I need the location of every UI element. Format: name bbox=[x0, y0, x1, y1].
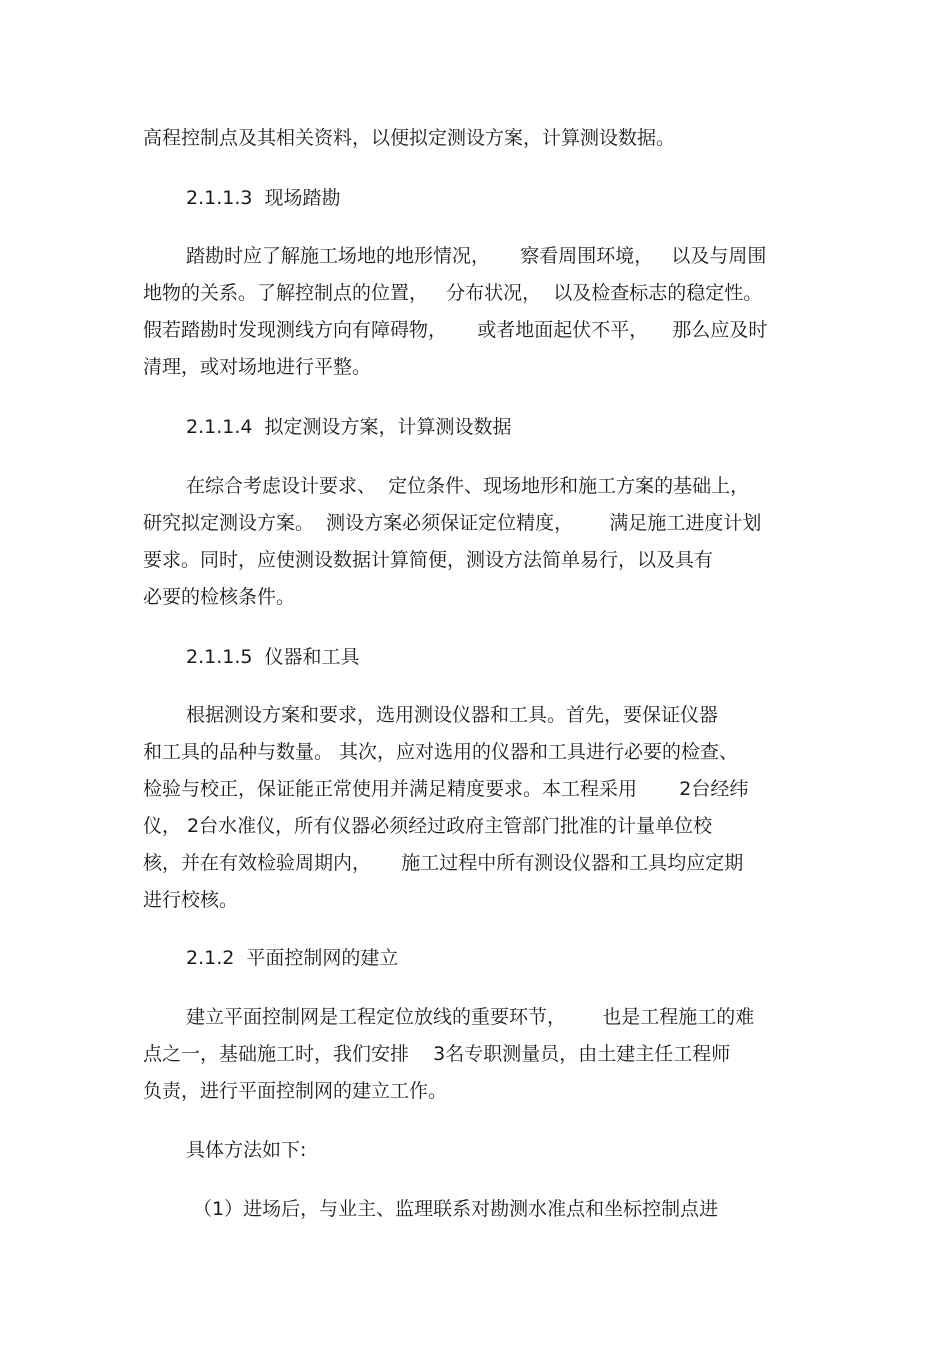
text-line: 在综合考虑设计要求、 定位条件、现场地形和施工方案的基础上， bbox=[186, 475, 750, 497]
text-line: 高程控制点及其相关资料，以便拟定测设方案，计算测设数据。 bbox=[143, 127, 676, 149]
heading-text: 2.1.1.4 拟定测设方案，计算测设数据 bbox=[186, 416, 512, 438]
text-line: 研究拟定测设方案。 测设方案必须保证定位精度， 满足施工进度计划 bbox=[143, 512, 762, 534]
paragraph-site-survey bbox=[143, 238, 808, 386]
text-line: 和工具的品种与数量。 其次，应对选用的仪器和工具进行必要的检查、 bbox=[143, 741, 739, 763]
paragraph-continuation bbox=[143, 120, 808, 157]
text-line: 假若踏勘时发现测线方向有障碍物， 或者地面起伏不平， 那么应及时 bbox=[143, 319, 768, 341]
text-line: 仪， 2台水准仪，所有仪器必须经过政府主管部门批准的计量单位校 bbox=[143, 815, 713, 837]
text-line: 进行校核。 bbox=[143, 889, 239, 911]
section-heading-212 bbox=[143, 940, 808, 977]
paragraph-instruments bbox=[143, 697, 808, 919]
text-line: 负责，进行平面控制网的建立工作。 bbox=[143, 1080, 448, 1102]
text-line: 根据测设方案和要求，选用测设仪器和工具。首先，要保证仪器 bbox=[186, 704, 719, 726]
section-heading-2113 bbox=[143, 180, 808, 217]
paragraph-control-network bbox=[143, 999, 808, 1110]
paragraph-survey-plan bbox=[143, 468, 808, 616]
text-line: 清理，或对场地进行平整。 bbox=[143, 356, 372, 378]
text-line: （1）进场后，与业主、监理联系对勘测水准点和坐标控制点进 bbox=[193, 1198, 719, 1220]
paragraph-method-intro bbox=[143, 1132, 808, 1169]
text-line: 必要的检核条件。 bbox=[143, 586, 296, 608]
text-line: 地物的关系。了解控制点的位置， 分布状况， 以及检查标志的稳定性。 bbox=[143, 282, 763, 304]
heading-text: 2.1.1.5 仪器和工具 bbox=[186, 646, 360, 668]
text-line: 点之一，基础施工时，我们安排 3名专职测量员，由土建主任工程师 bbox=[143, 1043, 731, 1065]
heading-text: 2.1.1.3 现场踏勘 bbox=[186, 187, 341, 209]
section-heading-2115 bbox=[143, 639, 808, 676]
text-line: 检验与校正，保证能正常使用并满足精度要求。本工程采用 2台经纬 bbox=[143, 778, 749, 800]
text-line: 建立平面控制网是工程定位放线的重要环节， 也是工程施工的难 bbox=[186, 1006, 755, 1028]
list-item-1 bbox=[143, 1191, 808, 1228]
heading-text: 2.1.2 平面控制网的建立 bbox=[186, 947, 399, 969]
text-line: 要求。同时，应使测设数据计算简便，测设方法简单易行，以及具有 bbox=[143, 549, 714, 571]
text-line: 踏勘时应了解施工场地的地形情况， 察看周围环境， 以及与周围 bbox=[186, 245, 767, 267]
text-line: 核，并在有效检验周期内， 施工过程中所有测设仪器和工具均应定期 bbox=[143, 852, 744, 874]
text-line: 具体方法如下: bbox=[186, 1139, 307, 1161]
section-heading-2114 bbox=[143, 409, 808, 446]
